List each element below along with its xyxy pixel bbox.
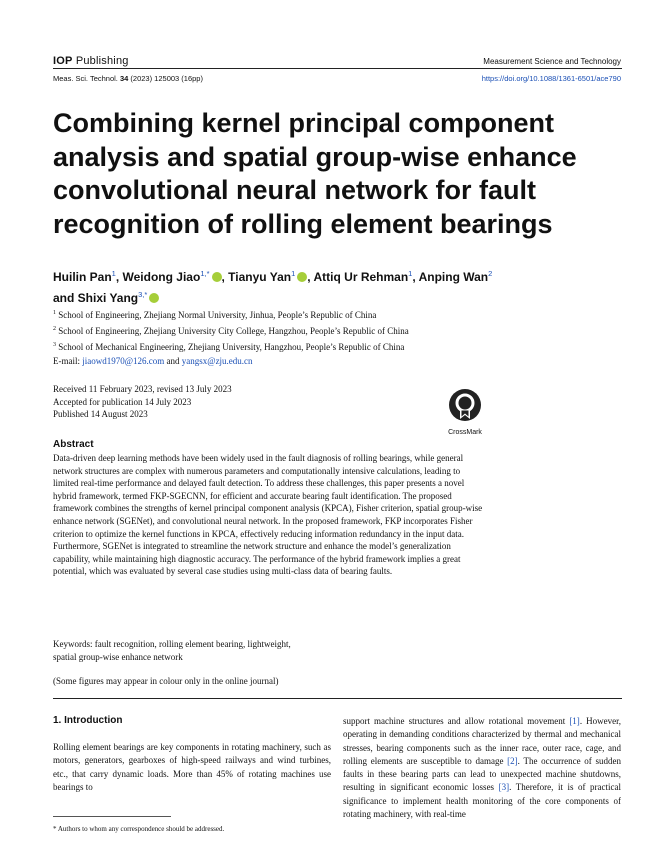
footnote-rule xyxy=(53,816,171,817)
email-line: E-mail: jiaowd1970@126.com and yangsx@zju.edu.cn xyxy=(53,356,253,366)
paper-title: Combining kernel principal component analysis and spatial group-wise enhance convolutional neural network for fault recognition of rolling element bearings xyxy=(53,108,577,239)
received-date: Received 11 February 2023, revised 13 July 2023 xyxy=(53,384,232,394)
orcid-icon[interactable] xyxy=(297,272,307,282)
keywords xyxy=(53,638,485,663)
header-rule xyxy=(53,68,622,69)
orcid-icon[interactable] xyxy=(149,293,159,303)
citation-link[interactable]: [2] xyxy=(507,755,518,766)
abstract-heading: Abstract xyxy=(53,439,94,450)
email-link[interactable]: yangsx@zju.edu.cn xyxy=(181,356,253,366)
orcid-icon[interactable] xyxy=(212,272,222,282)
citation-link[interactable]: [1] xyxy=(569,716,580,726)
introduction-heading: 1. Introduction xyxy=(53,715,123,726)
accepted-date: Accepted for publication 14 July 2023 xyxy=(53,396,192,407)
author[interactable]: Huilin Pan$^1$ xyxy=(53,269,116,284)
citation: Meas. Sci. Technol. 34 (2023) 125003 (16pp) xyxy=(53,74,203,83)
journal-name: Measurement Science and Technology xyxy=(483,57,621,66)
author[interactable]: Tianyu Yan$^1$ xyxy=(228,270,307,284)
affiliation: $^1$ School of Engineering, Zhejiang Normal University, Jinhua, People’s Republic of China xyxy=(53,310,377,320)
keywords-line: spatial group-wise enhance network xyxy=(53,651,183,662)
abstract-body: Data-driven deep learning methods have been widely used in the fault diagnosis of rolling bearings, while general network structures are complex with numerous parameters and computationally intensive calculations, leading to limited real-time performance and delayed fault detection. To address these challenges, this paper presents a novel hybrid framework, termed FKP-SGECNN, for efficient and accurate bearing fault identification. The proposed framework combines the strengths of kernel principal component analysis (KPCA), Fisher criterion, spatial group-wise enhance network (SGENet), and convolutional neural network. In the proposed framework, FKP incorporates Fisher criterion to optimize the kernel functions in KPCA, effectively reducing information redundancy in the input data. Furthermore, SGENet is integrated to streamline the network structure and enhance the model’s generalization capability, while maintaining high diagnostic accuracy. The performance of the hybrid framework implies a great potential, which was evaluated by several case studies using multi-class data of bearing faults. xyxy=(53,453,483,577)
correspondence-footnote: * Authors to whom any correspondence should be addressed. xyxy=(53,825,225,833)
author[interactable]: Attiq Ur Rehman$^1$ xyxy=(313,269,413,284)
affiliation: $^3$ School of Mechanical Engineering, Zhejiang University, Hangzhou, People’s Republic of China xyxy=(53,342,405,352)
author-list: Huilin Pan$^1$, Weidong Jiao$^{1,*}$ , Tianyu Yan$^1$ , Attiq Ur Rehman$^1$, Anping Wan$^2$ and Shixi Yang$^{3,*}$ xyxy=(53,269,493,305)
intro-right-column: support machine structures and allow rotational movement [1]. However, operating in demanding conditions characterized by thermal and mechanical stresses, bearing components such as the inner race, outer race, cage, and rolling elements are susceptible to damage [2]. The occurrence of sudden faults in these bearing parts can lead to unexpected machine shutdowns, resulting in significant economic losses [3]. Therefore, it is of practical significance to implement health monitoring of the core components of rotating machinery, with real-time xyxy=(343,716,621,820)
affiliations xyxy=(53,306,613,354)
author[interactable]: Anping Wan$^2$ xyxy=(418,269,493,284)
crossmark-icon xyxy=(448,388,482,422)
history-dates xyxy=(53,383,232,421)
published-date: Published 14 August 2023 xyxy=(53,409,148,419)
keywords-label: Keywords: xyxy=(53,639,95,649)
publisher-logo: IOP Publishing xyxy=(53,55,129,67)
keywords-line: fault recognition, rolling element bearing, lightweight, xyxy=(94,639,291,649)
colour-note: (Some figures may appear in colour only in the online journal) xyxy=(53,676,279,686)
section-rule xyxy=(53,698,622,699)
email-link[interactable]: jiaowd1970@126.com xyxy=(82,356,165,366)
citation-link[interactable]: [3] xyxy=(498,782,510,793)
crossmark-label: CrossMark xyxy=(448,429,482,436)
author[interactable]: Weidong Jiao$^{1,*}$ xyxy=(123,270,222,284)
doi-link[interactable]: https://doi.org/10.1088/1361-6501/ace790 xyxy=(481,74,621,83)
affiliation: $^2$ School of Engineering, Zhejiang University City College, Hangzhou, People’s Republic of China xyxy=(53,326,409,336)
author[interactable]: and Shixi Yang$^{3,*}$ xyxy=(53,291,159,305)
intro-left-column: Rolling element bearings are key components in rotating machinery, such as motors, generators, gearboxes of high-speed railways and wind turbines, etc., that carry dynamic loads. More than 45% of rotating machines use bearings to xyxy=(53,742,331,792)
crossmark-badge[interactable] xyxy=(440,388,490,436)
